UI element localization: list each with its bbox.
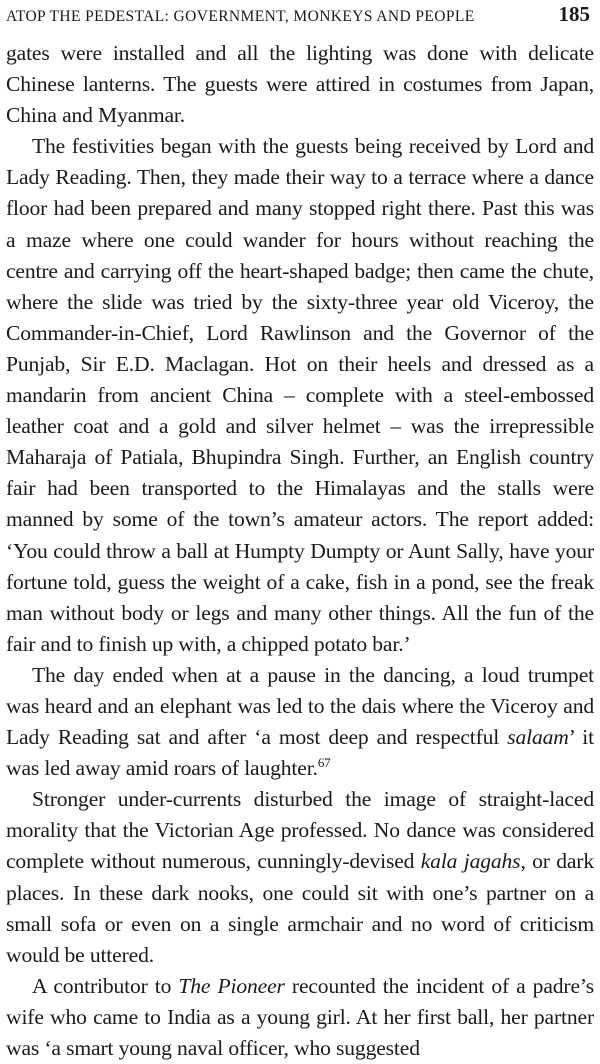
paragraph-text: ’ it was led away amid roars of laughter. xyxy=(6,725,594,781)
body-text xyxy=(6,38,594,1064)
italic-text: salaam xyxy=(507,725,569,750)
italic-text: The Pioneer xyxy=(178,973,285,998)
running-title: ATOP THE PEDESTAL: GOVERNMENT, MONKEYS AND PEOPLE xyxy=(6,8,475,25)
italic-text: kala jagahs xyxy=(420,849,521,874)
paragraph-text: , or dark places. In these dark nooks, one could sit with one’s partner on a small sofa or even on a single armchair and no word of criticism would be uttered. xyxy=(6,849,594,967)
paragraph xyxy=(6,38,594,131)
paragraph xyxy=(6,660,594,784)
paragraph-text: gates were installed and all the lighting was done with delicate Chinese lanterns. The guests were attired in costumes from Japan, China and Myanmar. xyxy=(6,41,594,128)
paragraph xyxy=(6,131,594,660)
paragraph-text: The day ended when at a pause in the dancing, a loud trumpet was heard and an elephant was led to the dais where the Viceroy and Lady Reading sat and after ‘a most deep and respectful xyxy=(6,662,594,750)
paragraph-text: recounted the incident of a padre’s wife who came to India as a young girl. At her first ball, her partner was ‘a smart young naval officer, who suggested xyxy=(6,973,594,1060)
footnote-marker: 67 xyxy=(317,754,331,770)
paragraph xyxy=(6,971,594,1064)
paragraph-text: Stronger under-currents disturbed the image of straight-laced morality that the Victorian Age professed. No dance was considered complete without numerous, cunningly-devised xyxy=(6,787,594,874)
paragraph xyxy=(6,784,594,971)
paragraph-text: The festivities began with the guests being received by Lord and Lady Reading. Then, they made their way to a terrace where a dance floor had been prepared and many stopped right there. Past this was a maze where one could wander for hours without reaching the centre and carrying off the heart-shaped badge; then came the chute, where the slide was tried by the sixty-three year old Viceroy, the Commander-in-Chief, Lord Rawlinson and the Governor of the Punjab, Sir E.D. Maclagan. Hot on their heels and dressed as a mandarin from ancient China – complete with a steel-embossed leather coat and a gold and silver helmet – was the irrepressible Maharaja of Patiala, Bhupindra Singh. Further, an English country fair had been transported to the Himalayas and the stalls were manned by some of the town’s amateur actors. The report added: ‘You could throw a ball at Humpty Dumpty or Aunt Sally, have your fortune told, guess the weight of a cake, fish in a pond, see the freak man without body or legs and many other things. All the fun of the fair and to finish up with, a chipped potato bar.’ xyxy=(6,134,594,656)
paragraph-text: A contributor to xyxy=(32,973,179,998)
running-header xyxy=(6,0,594,32)
page-number: 185 xyxy=(558,2,590,26)
